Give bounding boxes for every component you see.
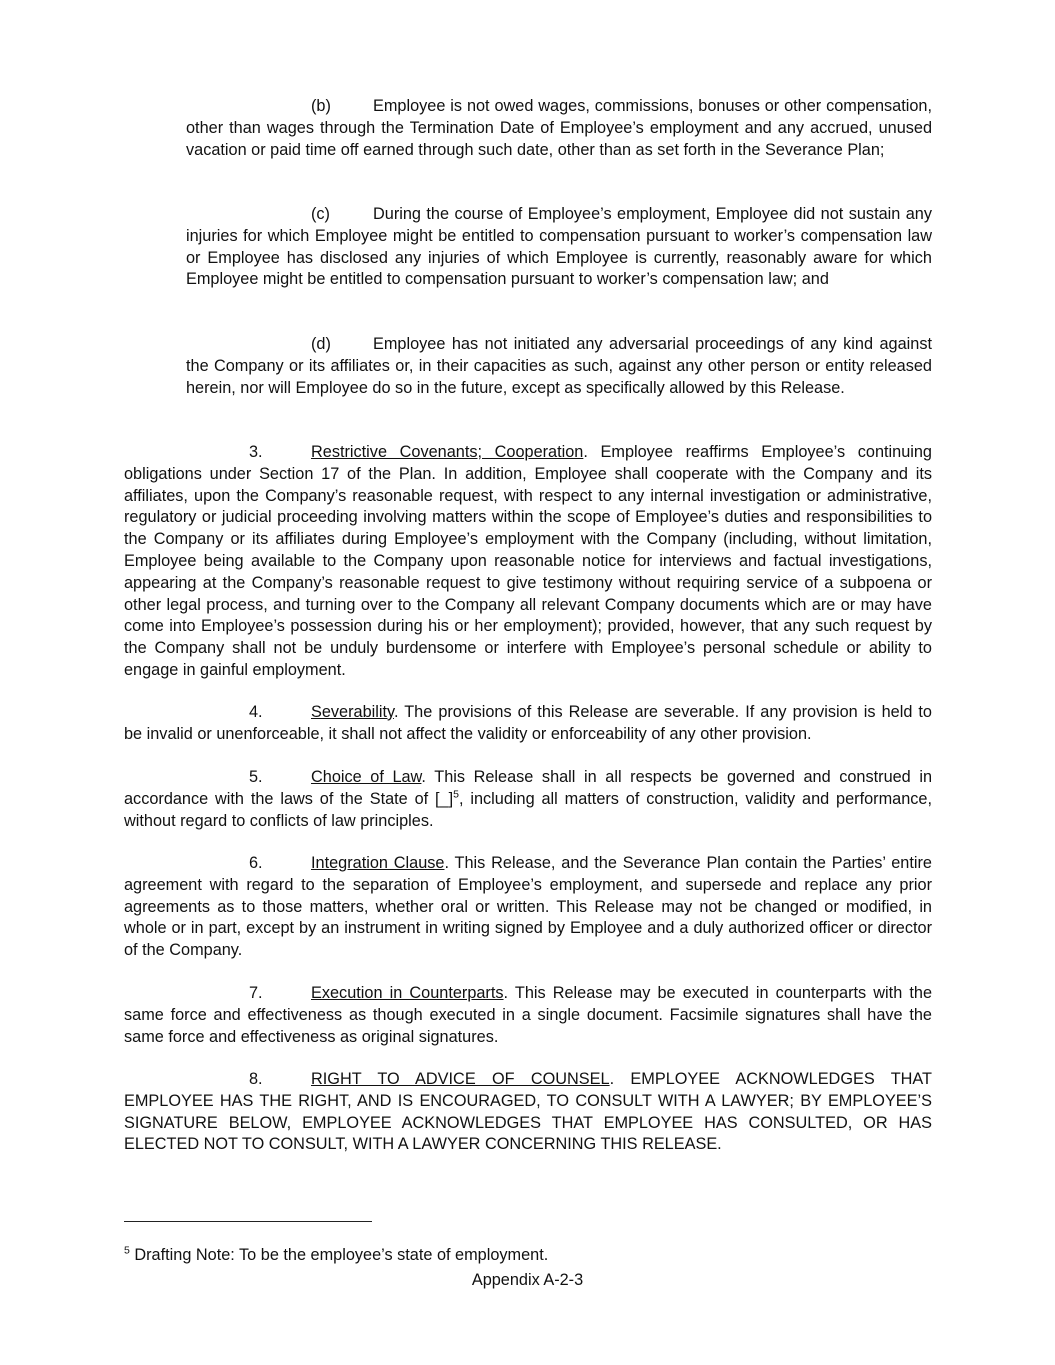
section-heading: Severability — [311, 703, 394, 721]
section-text: . EMPLOYEE ACKNOWLEDGES THAT EMPLOYEE HAS THE RIGHT, AND IS ENCOURAGED, TO CONSULT WITH A LAWYER; BY EMPLOYEE’S SIGNATURE BELOW, EMPLOYEE ACKNOWLEDGES THAT EMPLOYEE HAS CONSULTED, OR HAS ELECTED NOT TO CONSULT, WITH A LAWYER CONCERNING THIS RELEASE. — [124, 1070, 932, 1154]
section-number: 6. — [249, 854, 263, 872]
section-5 — [124, 767, 932, 832]
section-text-continued: , including all matters of construction, validity and performance, without regard to conflicts of law principles. — [124, 789, 932, 830]
paragraph-d — [186, 334, 932, 399]
section-text: . This Release, and the Severance Plan contain the Parties’ entire agreement with regard to the separation of Employee’s employment, and supersede and replace any prior agreements as to those matters, whether oral or written. This Release may not be changed or modified, in whole or in part, except by an instrument in writing signed by Employee and a duly authorized officer or director of the Company. — [124, 854, 932, 960]
paragraph-label: (b) — [311, 97, 331, 115]
section-text: . Employee reaffirms Employee’s continuing obligations under Section 17 of the Plan. In addition, Employee shall cooperate with the Company and its affiliates, upon the Company’s reasonable request, with respect to any internal investigation or administrative, regulatory or judicial proceeding involving matters within the scope of Employee’s duties and responsibilities to the Company or its affiliates during Employee’s employment with the Company (including, without limitation, Employee being available to the Company upon reasonable notice for interviews and factual investigations, appearing at the Company’s reasonable request to give testimony without requiring service of a subpoena or other legal process, and turning over to the Company all relevant Company documents which are or may have come into Employee’s possession during his or her employment); provided, however, that any such request by the Company shall not be unduly burdensome or interfere with Employee’s personal schedule or ability to engage in gainful employment. — [124, 443, 932, 679]
paragraph-c — [186, 204, 932, 291]
page-label: Appendix A-2-3 — [471, 1271, 584, 1289]
footnote-separator — [124, 1221, 372, 1222]
footnote-reference[interactable]: 5 — [453, 788, 459, 801]
section-3 — [124, 442, 932, 682]
section-number: 7. — [249, 984, 263, 1002]
section-number: 5. — [249, 768, 263, 786]
section-7 — [124, 983, 932, 1048]
paragraph-text: During the course of Employee’s employment, Employee did not sustain any injuries for which Employee might be entitled to compensation pursuant to worker’s compensation law or Employee has disclosed any injuries of which Employee is currently, reasonably aware for which Employee might be entitled to compensation pursuant to worker’s compensation law; and — [186, 205, 932, 289]
page-footer — [0, 1270, 1055, 1292]
paragraph-b — [186, 96, 932, 161]
section-number: 4. — [249, 703, 263, 721]
section-6 — [124, 853, 932, 962]
section-heading: Choice of Law — [311, 768, 422, 786]
section-4 — [124, 702, 932, 746]
section-number: 8. — [249, 1070, 263, 1088]
paragraph-text: Employee is not owed wages, commissions, bonuses or other compensation, other than wages through the Termination Date of Employee’s employment and any accrued, unused vacation or paid time off earned through such date, other than as set forth in the Severance Plan; — [186, 97, 932, 159]
paragraph-text: Employee has not initiated any adversarial proceedings of any kind against the Company or its affiliates or, in their capacities as such, against any other person or entity released herein, nor will Employee do so in the future, except as specifically allowed by this Release. — [186, 335, 932, 397]
footnote — [124, 1245, 932, 1267]
section-number: 3. — [249, 443, 263, 461]
section-heading: Integration Clause — [311, 854, 445, 872]
section-text: . This Release may be executed in counterparts with the same force and effectiveness as though executed in a single document. Facsimile signatures shall have the same force and effectiveness as original signatures. — [124, 984, 933, 1046]
footnote-marker: 5 — [124, 1244, 130, 1257]
section-text: . The provisions of this Release are severable. If any provision is held to be invalid or unenforceable, it shall not affect the validity or enforceability of any other provision. — [124, 703, 932, 743]
footnote-text: Drafting Note: To be the employee’s state of employment. — [129, 1246, 549, 1264]
section-8 — [124, 1069, 932, 1156]
paragraph-label: (c) — [311, 205, 330, 223]
section-heading: RIGHT TO ADVICE OF COUNSEL — [311, 1070, 610, 1088]
section-heading: Execution in Counterparts — [311, 984, 504, 1002]
section-text: . This Release shall in all respects be governed and construed in accordance with the laws of the State of [_] — [124, 768, 932, 808]
paragraph-label: (d) — [311, 335, 331, 353]
section-heading: Restrictive Covenants; Cooperation — [311, 443, 584, 461]
